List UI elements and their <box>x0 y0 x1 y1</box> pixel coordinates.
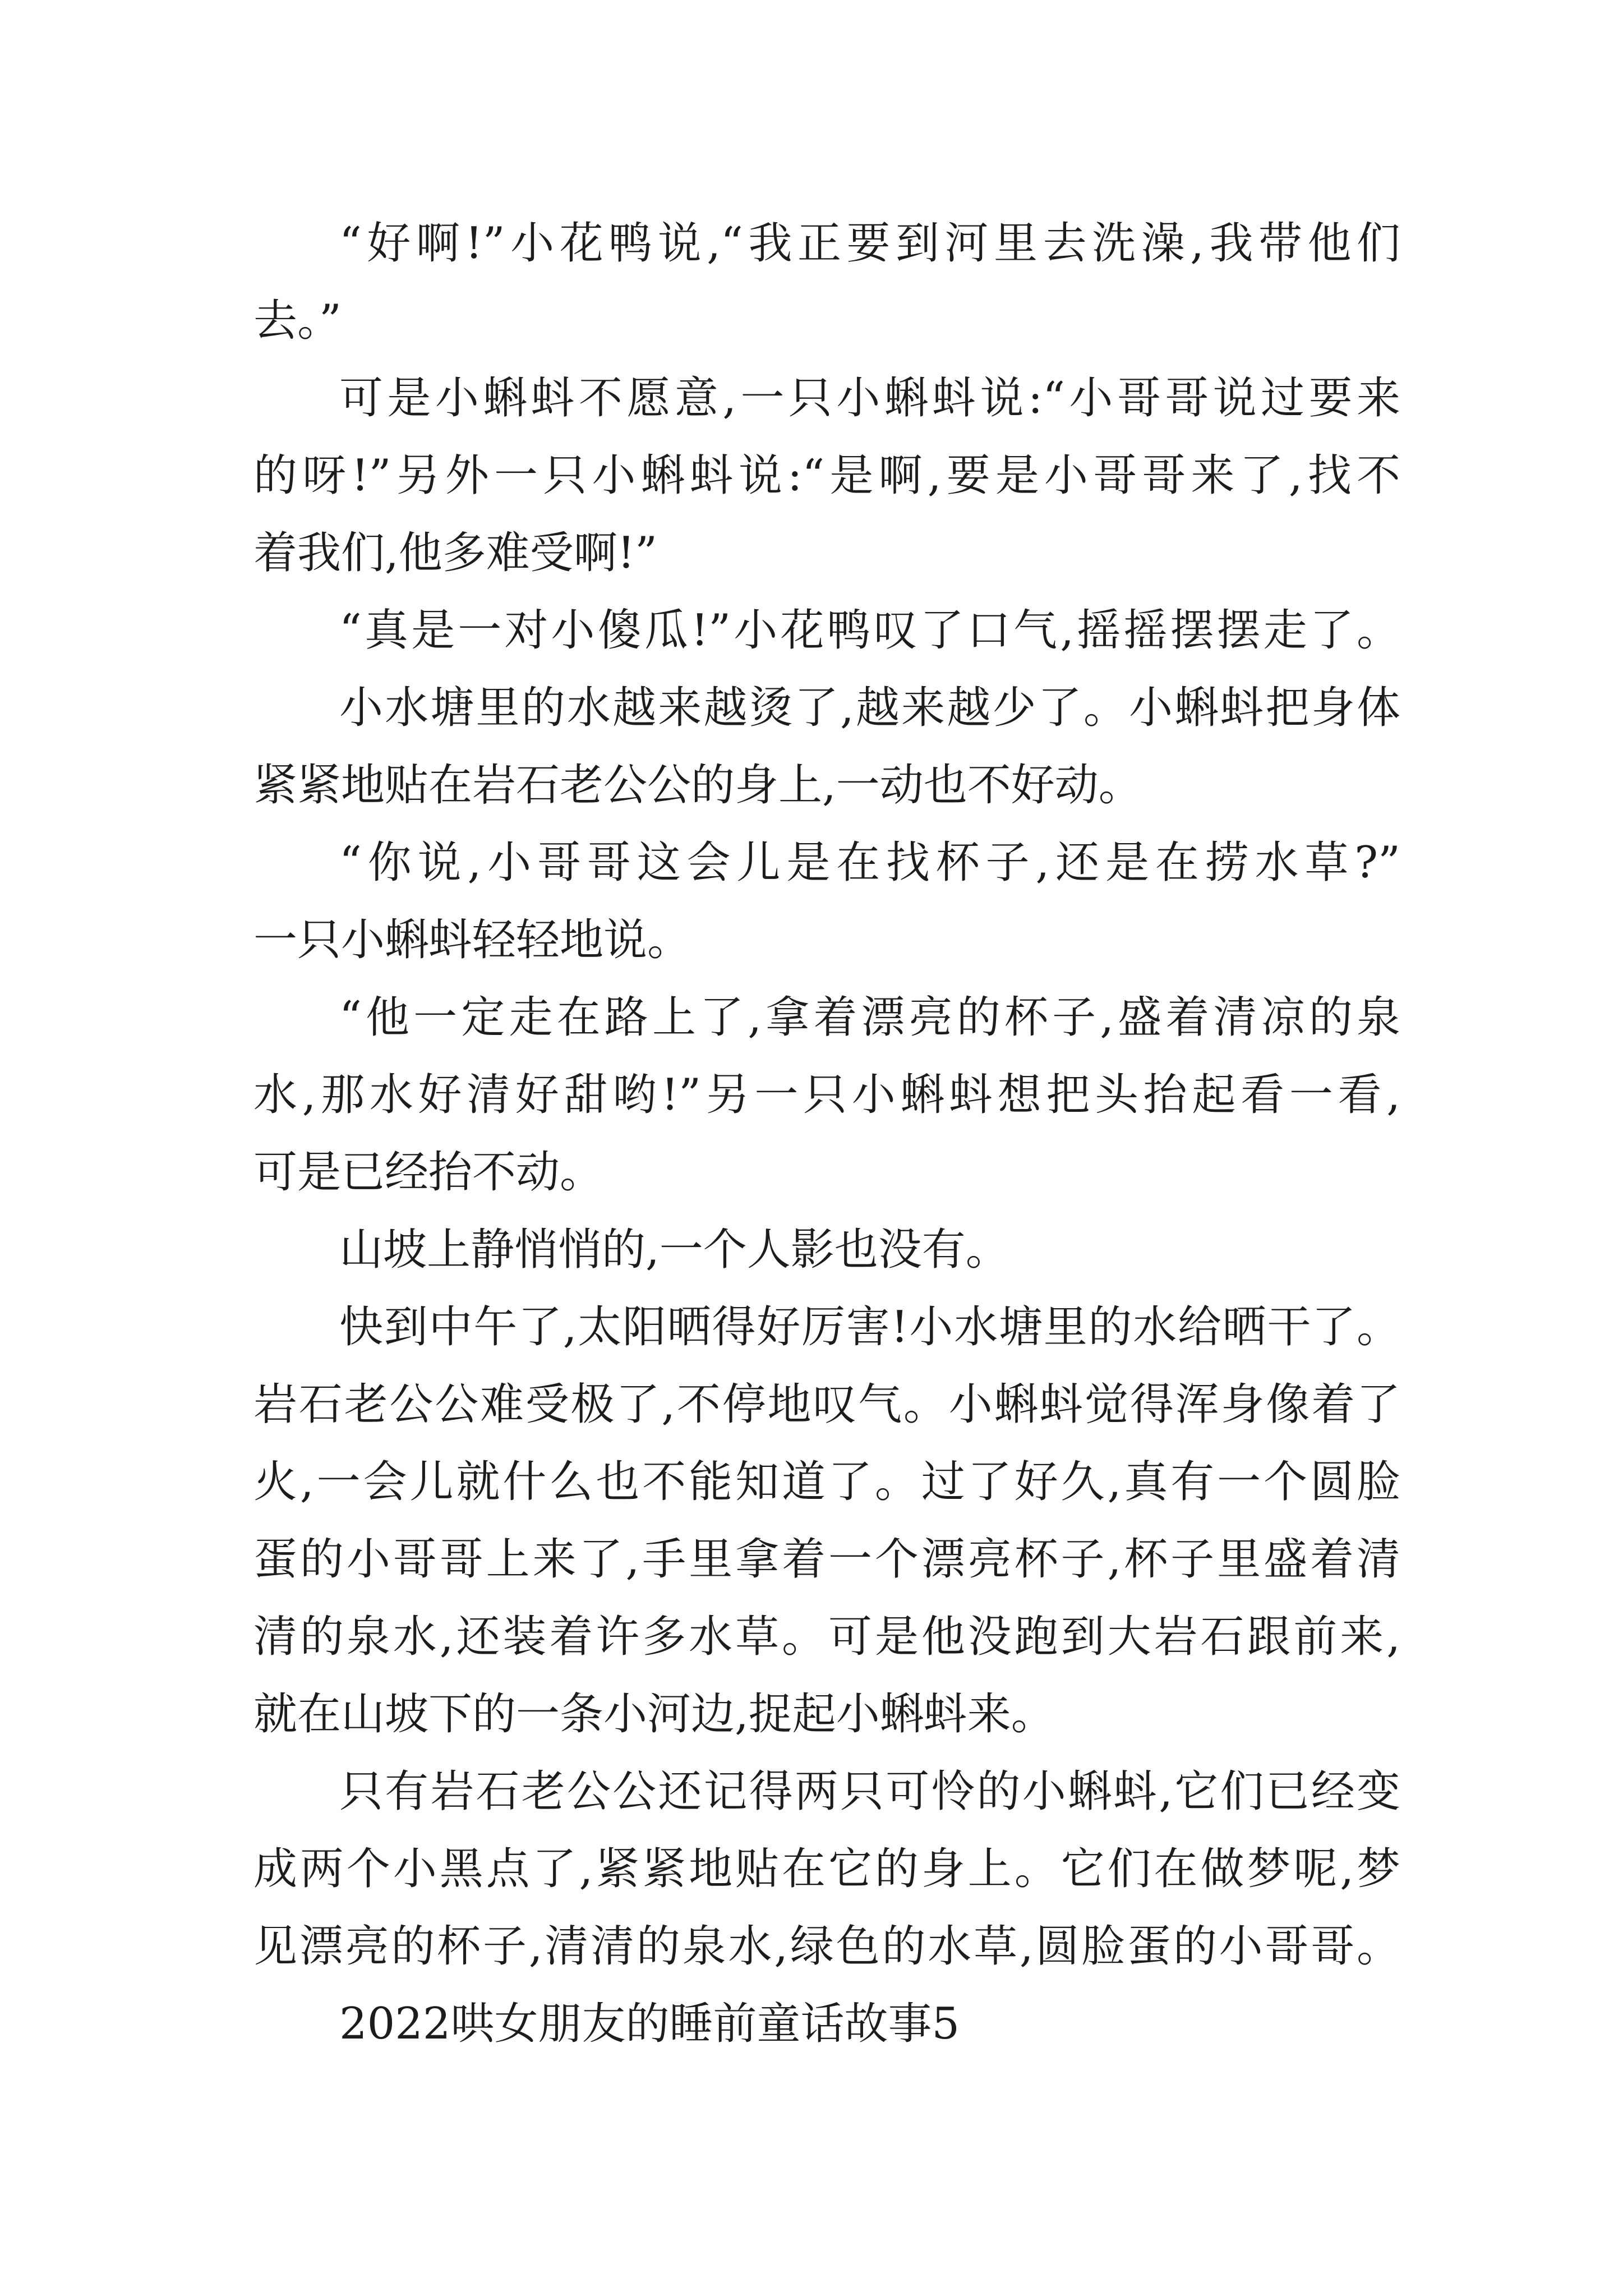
text-line: 岩石老公公难受极了,不停地叹气。小蝌蚪觉得浑身像着了 <box>253 1379 1400 1430</box>
text-line: 小水塘里的水越来越烫了,越来越少了。小蝌蚪把身体 <box>339 683 1400 733</box>
text-line: 蛋的小哥哥上来了,手里拿着一个漂亮杯子,杯子里盛着清 <box>253 1534 1400 1585</box>
text-line: “他一定走在路上了,拿着漂亮的杯子,盛着清凉的泉 <box>339 992 1400 1043</box>
text-line: 可是已经抬不动。 <box>253 1147 604 1198</box>
text-line: 可是小蝌蚪不愿意,一只小蝌蚪说:“小哥哥说过要来 <box>339 373 1400 424</box>
paragraph <box>253 669 1400 824</box>
paragraph <box>253 1211 1400 1289</box>
text-line: 见漂亮的杯子,清清的泉水,绿色的水草,圆脸蛋的小哥哥。 <box>253 1921 1400 1972</box>
text-line: “你说,小哥哥这会儿是在找杯子,还是在捞水草?” <box>339 838 1400 888</box>
section-heading: 2022哄女朋友的睡前童话故事5 <box>339 1999 960 2049</box>
paragraph <box>253 205 1400 360</box>
text-line: 紧紧地贴在岩石老公公的身上,一动也不好动。 <box>253 760 1142 811</box>
paragraph <box>253 1753 1400 1985</box>
text-line: “真是一对小傻瓜!”小花鸭叹了口气,摇摇摆摆走了。 <box>339 605 1400 656</box>
text-line: 清的泉水,还装着许多水草。可是他没跑到大岩石跟前来, <box>253 1612 1400 1662</box>
text-line: 水,那水好清好甜哟!”另一只小蝌蚪想把头抬起看一看, <box>253 1070 1400 1120</box>
text-line: 的呀!”另外一只小蝌蚪说:“是啊,要是小哥哥来了,找不 <box>253 450 1400 501</box>
story-body <box>253 205 1400 2063</box>
text-line: 一只小蝌蚪轻轻地说。 <box>253 915 691 965</box>
text-line: 只有岩石老公公还记得两只可怜的小蝌蚪,它们已经变 <box>339 1766 1400 1817</box>
paragraph <box>253 979 1400 1211</box>
paragraph <box>253 360 1400 592</box>
text-line: 就在山坡下的一条小河边,捉起小蝌蚪来。 <box>253 1689 1055 1740</box>
text-line: 火,一会儿就什么也不能知道了。过了好久,真有一个圆脸 <box>253 1457 1400 1507</box>
text-line: 快到中午了,太阳晒得好厉害!小水塘里的水给晒干了。 <box>339 1302 1400 1352</box>
text-line: 山坡上静悄悄的,一个人影也没有。 <box>339 1225 1009 1275</box>
text-line: 着我们,他多难受啊!” <box>253 528 658 578</box>
paragraph <box>253 824 1400 979</box>
text-line: “好啊!”小花鸭说,“我正要到河里去洗澡,我带他们 <box>339 218 1400 269</box>
paragraph <box>253 1289 1400 1753</box>
paragraph <box>253 592 1400 669</box>
text-line: 去。” <box>253 296 342 346</box>
text-line: 成两个小黑点了,紧紧地贴在它的身上。它们在做梦呢,梦 <box>253 1844 1400 1894</box>
